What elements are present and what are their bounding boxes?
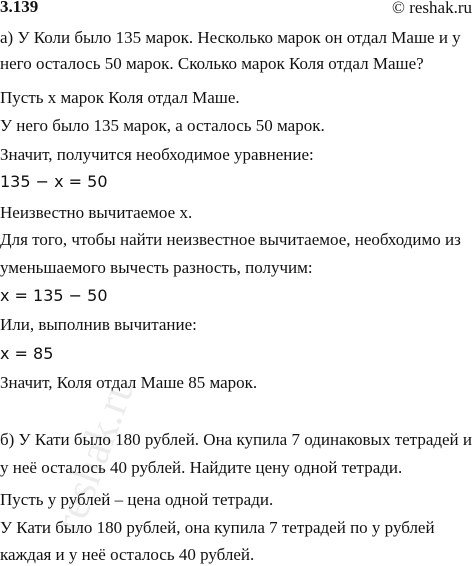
part-a-line-7: Неизвестно вычитаемое x. [0,203,193,222]
part-b-line-4: У Кати было 180 рублей, она купила 7 тетрадей по y рублей [0,518,435,537]
part-b-line-5: каждая и у неё осталось 40 рублей. [0,545,255,564]
part-a-line-8: Для того, чтобы найти неизвестное вычитаемое, необходимо из [0,230,461,249]
equation-1: 135 − x = 50 [0,172,108,191]
part-b-line-1: б) У Кати было 180 рублей. Она купила 7 одинаковых тетрадей и [0,430,473,449]
header [0,0,474,18]
part-a-line-5: Значит, получится необходимое уравнение: [0,145,314,164]
watermark-text: reshak.ru [60,385,145,539]
site-brand: © reshak.ru [392,0,472,17]
part-a-line-4: У него было 135 марок, а осталось 50 марок. [0,116,325,135]
part-a-line-9: уменьшаемого вычесть разность, получим: [0,258,313,277]
equation-3: x = 85 [0,344,54,363]
part-b-line-3: Пусть y рублей – цена одной тетради. [0,490,274,509]
part-a-line-1: а) У Коли было 135 марок. Несколько марок он отдал Маше и у [0,28,461,47]
part-a-line-13: Значит, Коля отдал Маше 85 марок. [0,373,258,392]
part-a-line-11: Или, выполнив вычитание: [0,315,197,334]
part-b-line-2: у неё осталось 40 рублей. Найдите цену одной тетради. [0,458,403,477]
problem-number: 3.139 [0,0,39,16]
part-a-line-3: Пусть x марок Коля отдал Маше. [0,88,240,107]
equation-2: x = 135 − 50 [0,286,108,305]
part-a-line-2: него осталось 50 марок. Сколько марок Коля отдал Маше? [0,54,424,73]
